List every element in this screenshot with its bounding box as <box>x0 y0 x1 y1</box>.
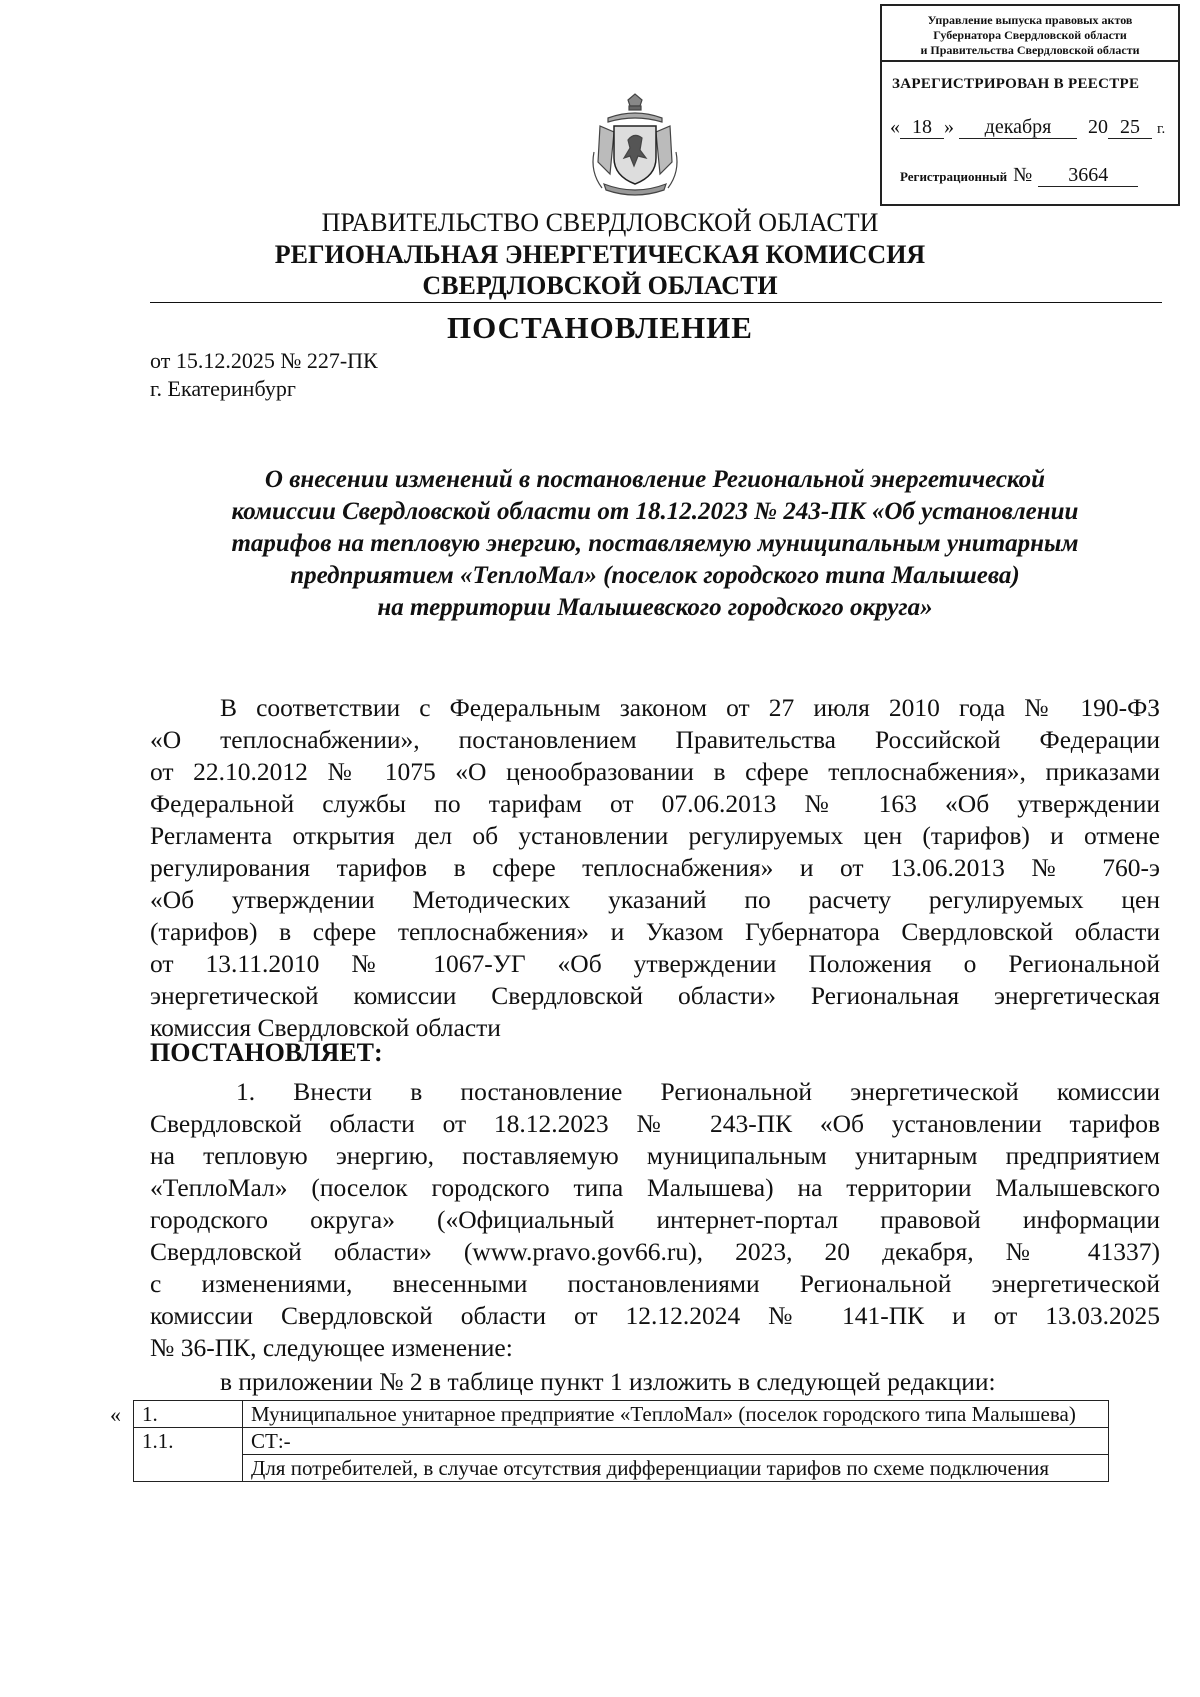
stamp-reg-label: Регистрационный <box>900 169 1008 184</box>
stamp-date-year-prefix: 20 <box>1088 116 1108 138</box>
commission-name-line-1: РЕГИОНАЛЬНАЯ ЭНЕРГЕТИЧЕСКАЯ КОМИССИЯ <box>274 240 926 269</box>
table-cell-number: 1.1. <box>134 1428 243 1482</box>
item-line: № 36-ПК, следующее изменение: <box>150 1333 513 1362</box>
stamp-date-close-quote: » <box>944 116 954 138</box>
title-line: О внесении изменений в постановление Региональной энергетической <box>264 466 1046 493</box>
preamble-line: В соответствии с Федеральным законом от 27 июля 2010 года № 190-ФЗ <box>220 693 1160 722</box>
stamp-date-year-suffix: 25 <box>1108 116 1152 139</box>
registration-stamp <box>880 4 1180 206</box>
preamble-line: (тарифов) в сфере теплоснабжения» и Указом Губернатора Свердловской области <box>150 917 1160 946</box>
item-line: городского округа» («Официальный интернет-портал правовой информации <box>150 1205 1160 1234</box>
stamp-header-line: Губернатора Свердловской области <box>933 28 1127 42</box>
table-cell-text: Муниципальное унитарное предприятие «ТеплоМал» (поселок городского типа Малышева) <box>243 1401 1109 1428</box>
stamp-registered-label: ЗАРЕГИСТРИРОВАН В РЕЕСТРЕ <box>892 76 1140 92</box>
stamp-date <box>890 116 1165 139</box>
stamp-date-year-unit: г. <box>1157 121 1166 137</box>
table-row <box>134 1455 1109 1482</box>
stamp-reg-number: 3664 <box>1038 164 1138 187</box>
preamble-line: «О теплоснабжении», постановлением Правительства Российской Федерации <box>150 725 1160 754</box>
stamp-header-line: Управление выпуска правовых актов <box>927 13 1133 27</box>
item-line: с изменениями, внесенными постановлениями Региональной энергетической <box>150 1269 1160 1298</box>
preamble-line: энергетической комиссии Свердловской области» Региональная энергетическая <box>150 981 1160 1010</box>
coat-of-arms-icon <box>588 92 682 200</box>
annex-instruction: в приложении № 2 в таблице пункт 1 изложить в следующей редакции: <box>220 1367 996 1396</box>
stamp-number-symbol: № <box>1013 164 1033 186</box>
stamp-header-line: и Правительства Свердловской области <box>920 43 1140 57</box>
item-line: комиссии Свердловской области от 12.12.2024 № 141-ПК и от 13.03.2025 <box>150 1301 1160 1330</box>
preamble-line: от 13.11.2010 № 1067-УГ «Об утверждении Положения о Региональной <box>150 949 1160 978</box>
government-name: ПРАВИТЕЛЬСТВО СВЕРДЛОВСКОЙ ОБЛАСТИ <box>321 208 879 237</box>
document-date-number: от 15.12.2025 № 227-ПК <box>150 348 378 373</box>
preamble-line: от 22.10.2012 № 1075 «О ценообразовании в сфере теплоснабжения», приказами <box>150 757 1160 786</box>
title-line: комиссии Свердловской области от 18.12.2023 № 243-ПК «Об установлении <box>231 498 1079 525</box>
stamp-date-day: 18 <box>900 116 944 139</box>
document-title <box>150 464 1160 624</box>
table-row <box>134 1428 1109 1455</box>
table-cell-text: Для потребителей, в случае отсутствия дифференциации тарифов по схеме подключения <box>243 1455 1109 1482</box>
item-line: Свердловской области» (www.pravo.gov66.ru), 2023, 20 декабря, № 41337) <box>150 1237 1160 1266</box>
item-line: на тепловую энергию, поставляемую муниципальным унитарным предприятием <box>150 1141 1160 1170</box>
item-line: Свердловской области от 18.12.2023 № 243-ПК «Об установлении тарифов <box>150 1109 1160 1138</box>
preamble-line: Регламента открытия дел об установлении регулируемых цен (тарифов) и отмене <box>150 821 1160 850</box>
tariff-table <box>133 1400 1109 1482</box>
table-row <box>134 1401 1109 1428</box>
document-type: ПОСТАНОВЛЕНИЕ <box>447 310 753 345</box>
preamble-line: комиссия Свердловской области <box>150 1013 501 1042</box>
title-line: тарифов на тепловую энергию, поставляемую муниципальным унитарным <box>231 530 1079 557</box>
table-cell-text: СТ:- <box>243 1428 1109 1455</box>
preamble-line: регулирования тарифов в сфере теплоснабжения» и от 13.06.2013 № 760-э <box>150 853 1160 882</box>
title-line: на территории Малышевского городского округа» <box>377 594 933 621</box>
preamble-line: «Об утверждении Методических указаний по расчету регулируемых цен <box>150 885 1160 914</box>
item-line: «ТеплоМал» (поселок городского типа Малышева) на территории Малышевского <box>150 1173 1160 1202</box>
table-open-quote: « <box>110 1402 121 1427</box>
resolves-heading: ПОСТАНОВЛЯЕТ: <box>150 1038 383 1067</box>
item-line: 1. Внести в постановление Региональной энергетической комиссии <box>236 1077 1160 1106</box>
stamp-date-month: декабря <box>959 116 1077 139</box>
header-divider <box>150 302 1162 303</box>
title-line: предприятием «ТеплоМал» (поселок городского типа Малышева) <box>290 562 1020 589</box>
preamble-line: Федеральной службы по тарифам от 07.06.2013 № 163 «Об утверждении <box>150 789 1160 818</box>
stamp-header <box>882 6 1178 62</box>
table-cell-number: 1. <box>134 1401 243 1428</box>
stamp-registration-number <box>900 164 1138 187</box>
commission-name-line-2: СВЕРДЛОВСКОЙ ОБЛАСТИ <box>422 271 778 300</box>
stamp-date-open-quote: « <box>890 116 900 138</box>
document-city: г. Екатеринбург <box>150 376 296 401</box>
